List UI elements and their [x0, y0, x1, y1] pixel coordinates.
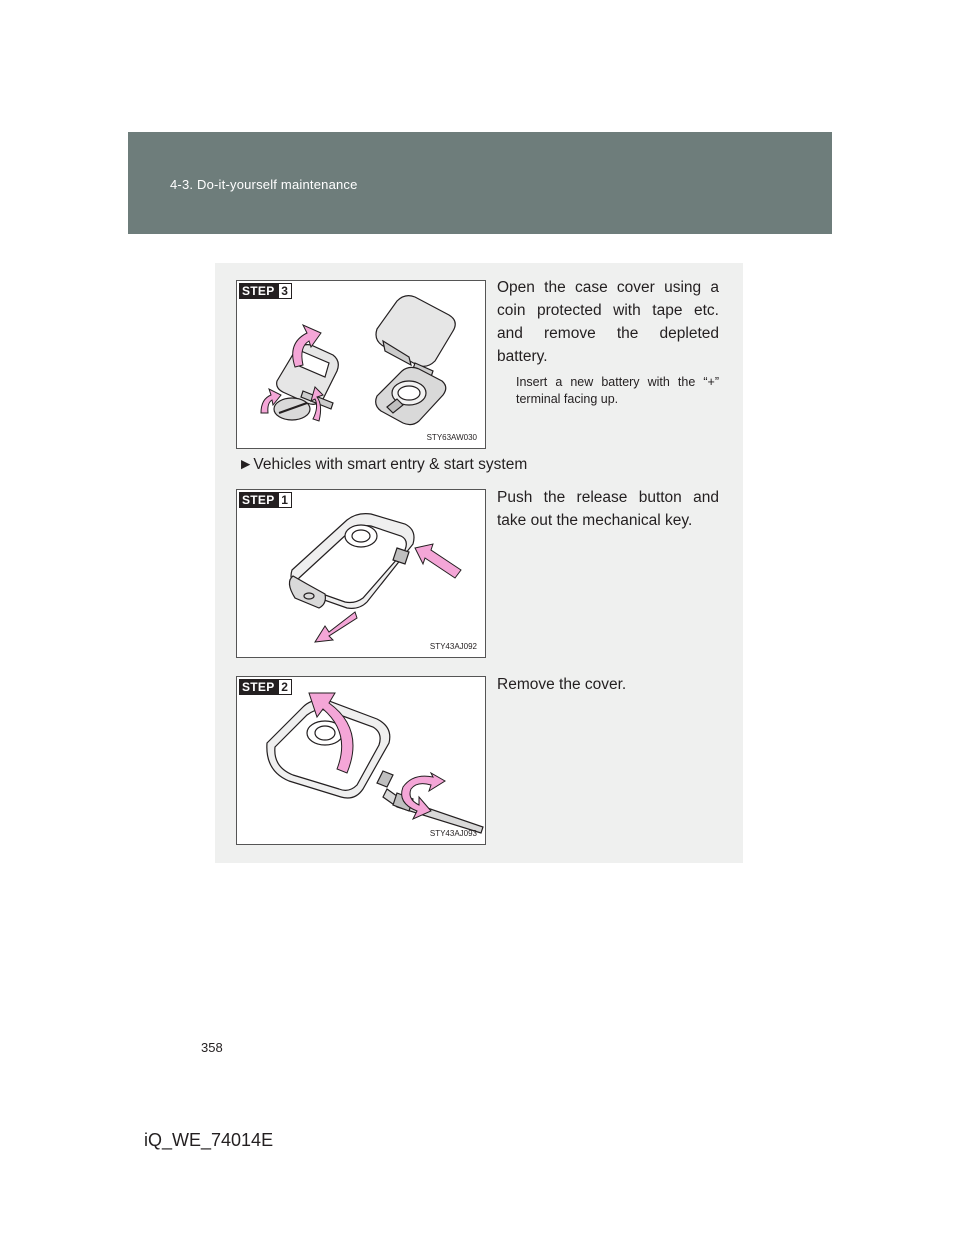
step-label: STEP: [239, 679, 278, 695]
step3-note: Insert a new battery with the “+” terminal facing up.: [516, 375, 719, 406]
step3-figure: [236, 280, 486, 449]
step3-instruction: Open the case cover using a coin protected with tape etc. and remove the depleted battery.: [497, 279, 719, 365]
step1-figure: [236, 489, 486, 658]
step-number: 2: [278, 679, 292, 695]
figure-code: STY43AJ093: [429, 829, 477, 838]
step-number: 3: [278, 283, 292, 299]
battery-replacement-illustration: [237, 281, 486, 449]
step-label: STEP: [239, 492, 278, 508]
figure-code: STY43AJ092: [429, 642, 477, 651]
section-header: [128, 132, 832, 234]
vehicle-condition-label: ►Vehicles with smart entry & start system: [238, 456, 528, 473]
step-badge: [239, 679, 292, 695]
smart-key-release-illustration: [237, 490, 486, 658]
cover-removal-illustration: [237, 677, 486, 845]
section-title: 4-3. Do-it-yourself maintenance: [170, 177, 358, 192]
step2-figure: [236, 676, 486, 845]
step-badge: [239, 492, 292, 508]
page-number: 358: [201, 1040, 223, 1055]
figure-code: STY63AW030: [426, 433, 477, 442]
step1-instruction: Push the release button and take out the mechanical key.: [497, 489, 719, 529]
step2-instruction: Remove the cover.: [497, 676, 627, 693]
step-number: 1: [278, 492, 292, 508]
step-badge: [239, 283, 292, 299]
step-label: STEP: [239, 283, 278, 299]
document-code: iQ_WE_74014E: [144, 1130, 274, 1150]
